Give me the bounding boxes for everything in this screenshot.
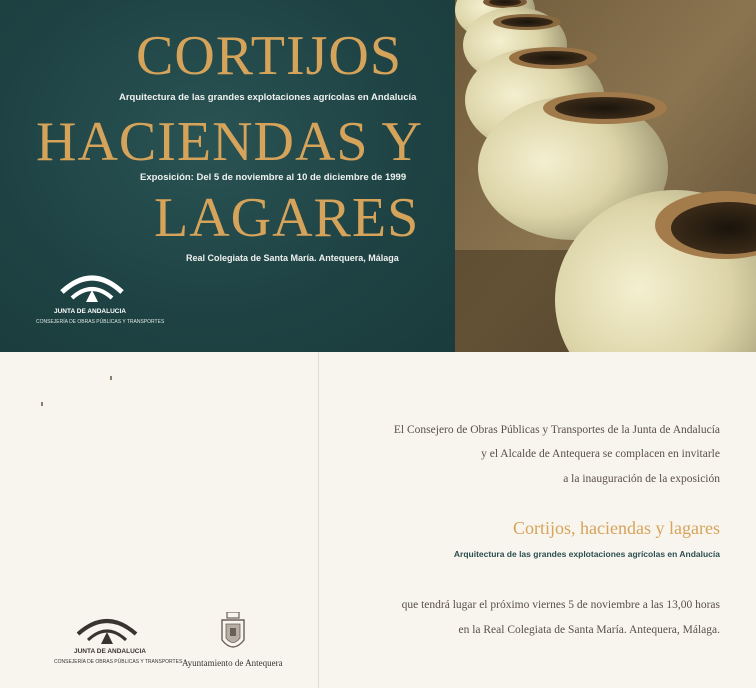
cover-logo-name: JUNTA DE ANDALUCIA [54,308,126,315]
coat-of-arms-icon [218,612,248,656]
invitation-line-2: y el Alcalde de Antequera se complacen en invitarle [481,448,720,460]
invitation-line-4: que tendrá lugar el próximo viernes 5 de noviembre a las 13,00 horas [401,599,720,611]
cover-dates: Exposición: Del 5 de noviembre al 10 de diciembre de 1999 [140,172,407,183]
exhibition-title: Cortijos, haciendas y lagares [513,518,720,538]
ayuntamiento-name: Ayuntamiento de Antequera [182,658,283,668]
cover-venue: Real Colegiata de Santa María. Antequera, Málaga [186,253,399,263]
cover-logo-sub: CONSEJERÍA DE OBRAS PÚBLICAS Y TRANSPORTES [36,319,165,325]
cover-title-line-1: CORTIJOS [136,25,403,87]
junta-arches-icon [36,268,156,308]
cover-subtitle: Arquitectura de las grandes explotaciones agrícolas en Andalucía [119,92,417,103]
exhibition-subtitle: Arquitectura de las grandes explotaciones agrícolas en Andalucía [453,549,720,559]
ayuntamiento-logo [176,608,296,672]
cover-title-line-3: LAGARES [154,187,420,249]
clay-jars-photo [455,0,756,352]
invitation-panel [0,352,756,688]
fold-line [318,352,319,688]
cover-junta-logo [36,268,165,338]
junta-logo-sub: CONSEJERÍA DE OBRAS PÚBLICAS Y TRANSPORTES [54,659,183,665]
invitation-line-5: en la Real Colegiata de Santa María. Antequera, Málaga. [458,624,720,636]
print-mark [41,402,43,406]
invitation-line-3: a la inauguración de la exposición [563,473,720,485]
junta-logo [52,610,183,670]
invitation-line-1: El Consejero de Obras Públicas y Transportes de la Junta de Andalucía [393,424,720,436]
junta-logo-name: JUNTA DE ANDALUCIA [74,648,146,655]
print-mark [110,376,112,380]
junta-arches-icon [52,610,162,648]
cover-title-line-2: HACIENDAS Y [36,111,423,173]
